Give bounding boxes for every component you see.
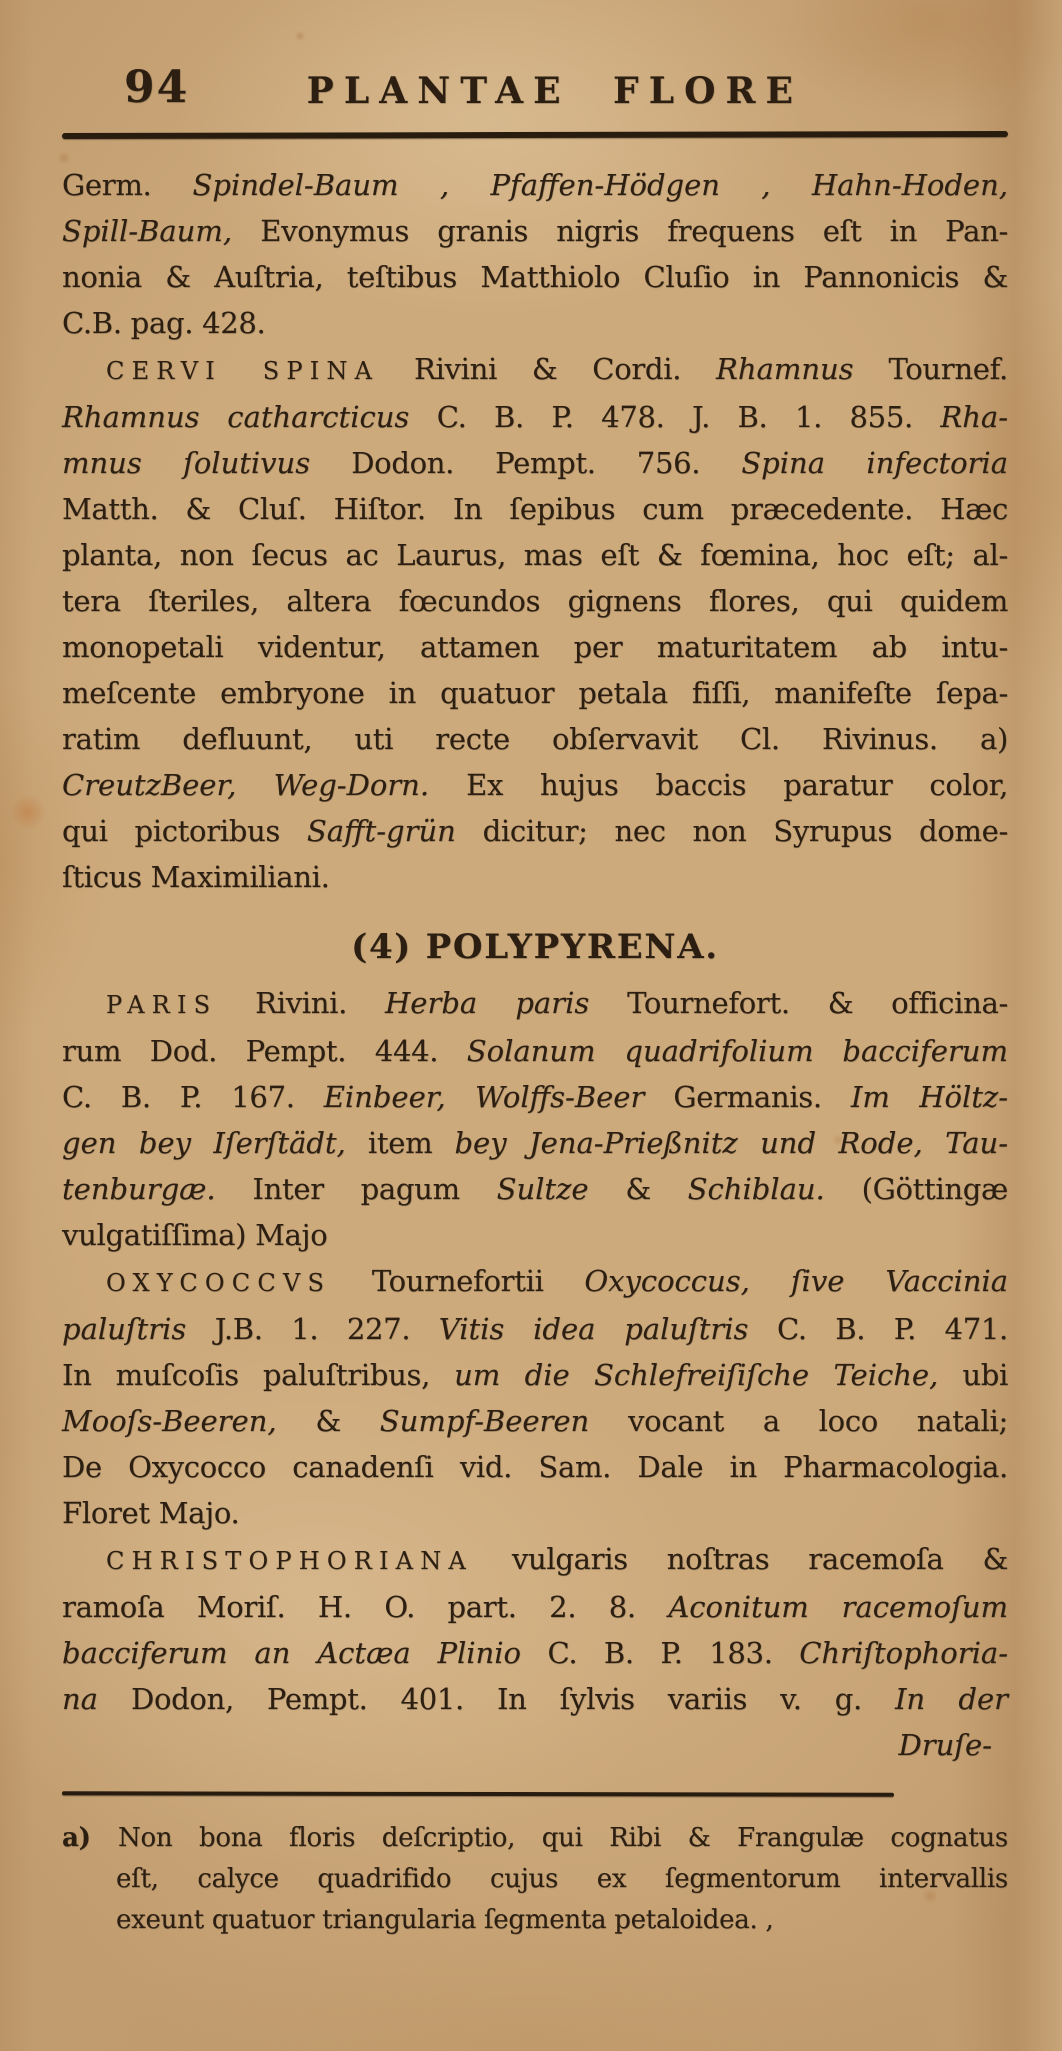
text-run: Tournefortii <box>331 1264 585 1298</box>
text-run: um die Schlefreiſiſche Teiche, <box>454 1358 939 1392</box>
text-run: bacciferum an Actæa Plinio <box>62 1636 521 1670</box>
running-title: PLANTAE FLORE <box>306 70 804 112</box>
text-run: Spill-Baum, <box>62 214 233 248</box>
text-run: ratim defluunt, uti recte obſervavit Cl. Rivinus. a) <box>62 722 1008 756</box>
text-run: J.B. 1. 227. <box>186 1312 439 1346</box>
text-run: Solanum quadrifolium bacciferum <box>466 1034 1008 1068</box>
text-run: C. B. P. 471. <box>748 1312 1008 1346</box>
text-line <box>62 980 1008 1028</box>
text-run: qui pictoribus <box>62 814 307 848</box>
para-paris <box>62 980 1008 1258</box>
text-body <box>62 162 1008 1768</box>
text-run: In der <box>894 1682 1008 1716</box>
text-line <box>62 762 1008 808</box>
text-run: Rivini. <box>217 986 385 1020</box>
text-line <box>62 254 1008 300</box>
text-run: De Oxycocco canadenſi vid. Sam. Dale in Pharmacologia. <box>62 1450 1008 1484</box>
text-run: Im Höltz- <box>850 1080 1009 1114</box>
text-run: tera ſteriles, altera fœcundos gignens flores, qui quidem <box>62 584 1008 618</box>
text-run: monopetali videntur, attamen per maturitatem ab intu- <box>62 630 1008 664</box>
text-run: Oxycoccus, ſive Vaccinia <box>584 1264 1008 1298</box>
text-line <box>62 670 1008 716</box>
text-line <box>62 394 1008 440</box>
text-run: Matth. & Cluſ. Hiſtor. In ſepibus cum præcedente. Hæc <box>62 492 1008 526</box>
catchword <box>62 1722 1008 1768</box>
text-run: Einbeer, Wolffs-Beer <box>323 1080 645 1114</box>
text-run: dicitur; nec non Syrupus dome- <box>455 814 1008 848</box>
text-line <box>62 1490 1008 1536</box>
text-run: ramoſa Moriſ. H. O. part. 2. 8. <box>62 1590 669 1624</box>
text-run: CreutzBeer, Weg-Dorn. <box>62 768 430 802</box>
text-run: exeunt quatuor triangularia ſegmenta petaloidea. , <box>116 1905 774 1935</box>
footnote-line <box>116 1859 1008 1900</box>
text-run: Dodon. Pempt. 756. <box>310 446 742 480</box>
text-run: paluſtris <box>62 1312 187 1346</box>
text-run: Rha- <box>940 400 1008 434</box>
text-line <box>62 1028 1008 1074</box>
text-run: In muſcoſis paluſtribus, <box>62 1358 455 1392</box>
footnote-rule <box>62 1791 894 1796</box>
text-line <box>62 162 1008 208</box>
text-run: CHRISTOPHORIANA <box>106 1547 473 1575</box>
text-run: PARIS <box>106 991 218 1019</box>
text-line <box>62 624 1008 670</box>
text-run: eſt, calyce quadrifido cujus ex ſegmentorum intervallis <box>116 1864 1008 1894</box>
text-run: ubi <box>938 1358 1008 1392</box>
text-line <box>62 1676 1008 1722</box>
text-line <box>62 1120 1008 1166</box>
header-rule <box>62 131 1008 139</box>
text-line <box>62 1398 1008 1444</box>
text-line <box>62 1166 1008 1212</box>
text-run: ſticus Maximiliani. <box>62 860 330 894</box>
text-run: (4) POLYPYRENA. <box>351 927 719 967</box>
text-run: tenburgæ. <box>62 1172 216 1206</box>
text-run: planta, non ſecus ac Laurus, mas eſt & fœmina, hoc eſt; al- <box>62 538 1008 572</box>
footnote <box>62 1818 1008 1941</box>
text-run: vocant a loco natali; <box>589 1404 1008 1438</box>
text-line <box>62 808 1008 854</box>
text-run: C.B. pag. 428. <box>62 306 266 340</box>
text-run: meſcente embryone in quatuor petala fiſſi, manifeſte ſepa- <box>62 676 1008 710</box>
text-run: Mooſs-Beeren, <box>62 1404 277 1438</box>
text-run: nonia & Auſtria, teſtibus Matthiolo Cluſio in Pannonicis & <box>62 260 1008 294</box>
text-run: & <box>276 1404 380 1438</box>
text-run: Rhamnus <box>716 352 854 386</box>
text-run: Germanis. <box>644 1080 851 1114</box>
text-run: Druſe- <box>898 1728 992 1762</box>
footnote-line <box>62 1818 1008 1859</box>
text-run: Inter pagum <box>215 1172 497 1206</box>
text-run: Chriſtophoria- <box>799 1636 1008 1670</box>
text-run: vulgatiſſima) Majo <box>62 1218 328 1252</box>
text-run: Tournef. <box>853 352 1008 386</box>
text-run: Tournefort. & officina- <box>589 986 1008 1020</box>
text-run: C. B. P. 478. J. B. 1. 855. <box>409 400 941 434</box>
text-line <box>62 716 1008 762</box>
text-run: Dodon, Pempt. 401. In ſylvis variis v. g. <box>97 1682 895 1716</box>
text-run: Spina infectoria <box>741 446 1008 480</box>
page-number: 94 <box>124 62 190 113</box>
text-run: C. B. P. 183. <box>520 1636 800 1670</box>
text-run: bey Jena-Prießnitz und Rode, Tau- <box>454 1126 1009 1160</box>
text-run: a) <box>62 1823 118 1853</box>
text-line <box>62 922 1008 972</box>
text-run: Rivini & Cordi. <box>379 352 717 386</box>
text-run: item <box>345 1126 455 1160</box>
text-run: gen bey Iſerſtädt, <box>62 1126 346 1160</box>
text-line <box>62 578 1008 624</box>
text-run: Vitis idea paluſtris <box>438 1312 749 1346</box>
text-line <box>62 1352 1008 1398</box>
text-run: & <box>588 1172 688 1206</box>
para-germ <box>62 162 1008 346</box>
text-line <box>62 1584 1008 1630</box>
text-run: Safft-grün <box>306 814 456 848</box>
text-line <box>62 1536 1008 1584</box>
text-run: na <box>62 1682 98 1716</box>
text-run: rum Dod. Pempt. 444. <box>62 1034 467 1068</box>
para-cervi-spina <box>62 346 1008 900</box>
text-run: vulgaris noſtras racemoſa & <box>472 1542 1008 1576</box>
text-run: Spindel-Baum , Pfaffen-Hödgen , Hahn-Hoden, <box>192 168 1008 202</box>
text-run: Evonymus granis nigris frequens eſt in Pan- <box>232 214 1008 248</box>
text-run: Aconitum racemoſum <box>668 1590 1008 1624</box>
text-run: Sumpf-Beeren <box>379 1404 590 1438</box>
text-run: Rhamnus catharcticus <box>62 400 410 434</box>
text-run: (Göttingæ <box>824 1172 1008 1206</box>
page-header <box>62 0 1008 122</box>
text-line <box>62 854 1008 900</box>
text-line <box>62 1444 1008 1490</box>
text-run: Herba paris <box>385 986 590 1020</box>
footnote-line <box>116 1900 1008 1941</box>
text-run: Non bona floris deſcriptio, qui Ribi & Frangulæ cognatus <box>118 1823 1008 1853</box>
text-line <box>62 1258 1008 1306</box>
text-run: mnus ſolutivus <box>62 446 311 480</box>
text-line <box>62 1630 1008 1676</box>
para-oxycoccus <box>62 1258 1008 1536</box>
text-line <box>62 440 1008 486</box>
text-run: Floret Majo. <box>62 1496 240 1530</box>
text-run: Germ. <box>62 168 193 202</box>
text-line <box>62 486 1008 532</box>
text-run: CERVI SPINA <box>106 357 380 385</box>
text-run: OXYCOCCVS <box>106 1269 332 1297</box>
text-run: C. B. P. 167. <box>62 1080 324 1114</box>
text-run: Ex hujus baccis paratur color, <box>429 768 1009 802</box>
text-line <box>62 1074 1008 1120</box>
section-heading-polypyrena <box>62 922 1008 972</box>
text-line <box>62 1306 1008 1352</box>
text-line <box>62 208 1008 254</box>
text-run: Sultze <box>496 1172 589 1206</box>
text-line <box>62 1212 1008 1258</box>
text-run: Schiblau. <box>687 1172 825 1206</box>
text-line <box>62 1722 1008 1768</box>
text-line <box>62 532 1008 578</box>
text-line <box>62 346 1008 394</box>
text-line <box>62 300 1008 346</box>
para-christophoriana <box>62 1536 1008 1722</box>
